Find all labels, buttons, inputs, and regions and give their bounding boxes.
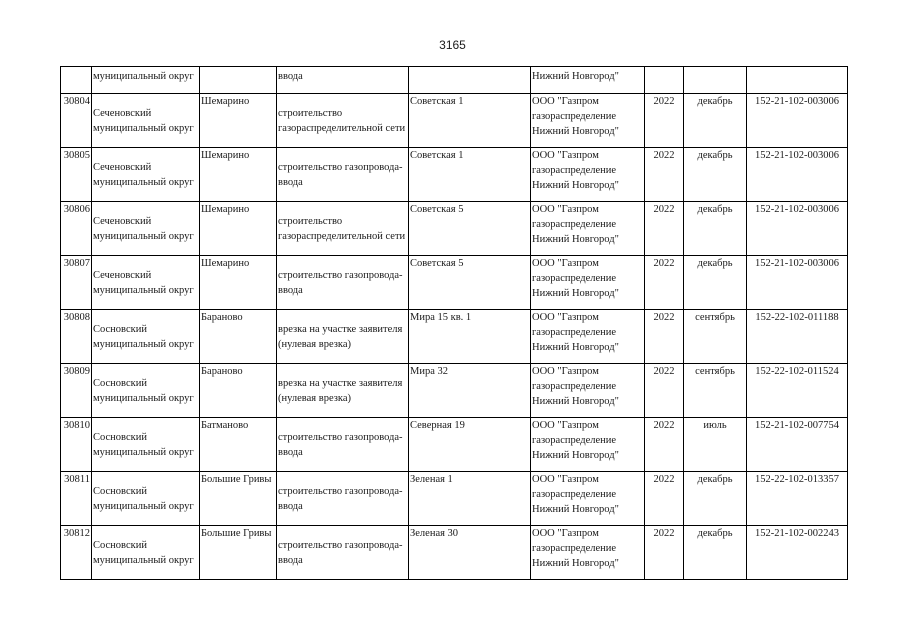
page-number: 3165 xyxy=(439,38,466,52)
cell-settlement: Шемарино xyxy=(200,256,277,310)
row-number: 30808 xyxy=(61,310,92,364)
cell-settlement: Бараново xyxy=(200,310,277,364)
org-line: Нижний Новгород" xyxy=(532,450,619,461)
cell-address: Северная 19 xyxy=(409,418,531,472)
work-line: врезка на участке заявителя xyxy=(278,378,403,389)
work-line: газораспределительной сети xyxy=(278,123,406,134)
cell-num xyxy=(61,67,92,94)
row-number: 30805 xyxy=(61,148,92,202)
work-line: строительство газопровода- xyxy=(278,162,403,173)
cell-org xyxy=(531,202,645,256)
work-line: ввода xyxy=(278,555,303,566)
org-line: Нижний Новгород" xyxy=(532,558,619,569)
work-line: строительство газопровода- xyxy=(278,540,403,551)
cell-work xyxy=(277,67,409,94)
district-line: Сосновский xyxy=(93,540,147,551)
district-line: Сосновский xyxy=(93,432,147,443)
cell-settlement xyxy=(200,67,277,94)
cell-month xyxy=(684,67,747,94)
cell-district xyxy=(92,526,200,580)
district-line: Сеченовский xyxy=(93,216,152,227)
table-row xyxy=(61,310,848,364)
work-line: газораспределительной сети xyxy=(278,231,406,242)
cell-month: декабрь xyxy=(684,202,747,256)
cell-org xyxy=(531,67,645,94)
district-line: Сеченовский xyxy=(93,162,152,173)
cell-code: 152-22-102-011524 xyxy=(747,364,848,418)
cell-month: июль xyxy=(684,418,747,472)
cell-code: 152-21-102-003006 xyxy=(747,94,848,148)
district-line: Сеченовский xyxy=(93,270,152,281)
row-number: 30804 xyxy=(61,94,92,148)
org-line: ООО "Газпром xyxy=(532,420,599,431)
cell-code: 152-21-102-007754 xyxy=(747,418,848,472)
work-line: строительство газопровода- xyxy=(278,432,403,443)
cell-year: 2022 xyxy=(645,202,684,256)
org-text: Нижний Новгород" xyxy=(532,71,619,82)
district-line: Сеченовский xyxy=(93,108,152,119)
table-row xyxy=(61,148,848,202)
cell-address: Зеленая 1 xyxy=(409,472,531,526)
table-row xyxy=(61,94,848,148)
cell-year: 2022 xyxy=(645,94,684,148)
work-line: ввода xyxy=(278,285,303,296)
work-text: ввода xyxy=(278,71,303,82)
row-number: 30812 xyxy=(61,526,92,580)
cell-work xyxy=(277,364,409,418)
row-number: 30807 xyxy=(61,256,92,310)
work-line: строительство газопровода- xyxy=(278,486,403,497)
cell-code: 152-21-102-003006 xyxy=(747,202,848,256)
cell-district xyxy=(92,418,200,472)
gasification-table xyxy=(60,66,848,580)
cell-code: 152-21-102-002243 xyxy=(747,526,848,580)
org-line: ООО "Газпром xyxy=(532,474,599,485)
cell-work xyxy=(277,418,409,472)
cell-org xyxy=(531,256,645,310)
district-line: муниципальный округ xyxy=(93,393,194,404)
district-line: муниципальный округ xyxy=(93,501,194,512)
work-line: врезка на участке заявителя xyxy=(278,324,403,335)
table-row xyxy=(61,256,848,310)
district-line: муниципальный округ xyxy=(93,123,194,134)
org-line: газораспределение xyxy=(532,273,617,284)
cell-address: Советская 1 xyxy=(409,94,531,148)
org-line: Нижний Новгород" xyxy=(532,180,619,191)
cell-address: Зеленая 30 xyxy=(409,526,531,580)
cell-settlement: Шемарино xyxy=(200,94,277,148)
org-line: газораспределение xyxy=(532,381,617,392)
cell-month: сентябрь xyxy=(684,364,747,418)
continuation-row xyxy=(61,67,848,94)
table-row xyxy=(61,472,848,526)
cell-year xyxy=(645,67,684,94)
cell-district xyxy=(92,256,200,310)
district-line: Сосновский xyxy=(93,486,147,497)
cell-address: Советская 5 xyxy=(409,256,531,310)
cell-work xyxy=(277,472,409,526)
cell-district xyxy=(92,202,200,256)
org-line: ООО "Газпром xyxy=(532,312,599,323)
org-line: газораспределение xyxy=(532,165,617,176)
org-line: газораспределение xyxy=(532,111,617,122)
org-line: газораспределение xyxy=(532,435,617,446)
cell-settlement: Батманово xyxy=(200,418,277,472)
org-line: Нижний Новгород" xyxy=(532,234,619,245)
cell-month: сентябрь xyxy=(684,310,747,364)
cell-district xyxy=(92,310,200,364)
cell-work xyxy=(277,310,409,364)
org-line: ООО "Газпром xyxy=(532,96,599,107)
cell-work xyxy=(277,526,409,580)
cell-work xyxy=(277,256,409,310)
org-line: ООО "Газпром xyxy=(532,366,599,377)
cell-district xyxy=(92,94,200,148)
district-line: муниципальный округ xyxy=(93,231,194,242)
org-line: Нижний Новгород" xyxy=(532,396,619,407)
org-line: Нижний Новгород" xyxy=(532,504,619,515)
cell-org xyxy=(531,94,645,148)
cell-year: 2022 xyxy=(645,418,684,472)
org-line: газораспределение xyxy=(532,327,617,338)
cell-month: декабрь xyxy=(684,526,747,580)
cell-code: 152-21-102-003006 xyxy=(747,256,848,310)
org-line: Нижний Новгород" xyxy=(532,288,619,299)
table-row xyxy=(61,418,848,472)
row-number: 30810 xyxy=(61,418,92,472)
district-line: муниципальный округ xyxy=(93,339,194,350)
cell-month: декабрь xyxy=(684,472,747,526)
work-line: ввода xyxy=(278,177,303,188)
org-line: газораспределение xyxy=(532,489,617,500)
cell-org xyxy=(531,310,645,364)
org-line: Нижний Новгород" xyxy=(532,342,619,353)
cell-org xyxy=(531,418,645,472)
org-line: Нижний Новгород" xyxy=(532,126,619,137)
cell-address: Советская 5 xyxy=(409,202,531,256)
cell-year: 2022 xyxy=(645,148,684,202)
cell-district xyxy=(92,364,200,418)
cell-month: декабрь xyxy=(684,256,747,310)
table-row xyxy=(61,526,848,580)
district-line: муниципальный округ xyxy=(93,285,194,296)
cell-settlement: Шемарино xyxy=(200,148,277,202)
cell-org xyxy=(531,364,645,418)
cell-year: 2022 xyxy=(645,364,684,418)
work-line: ввода xyxy=(278,501,303,512)
row-number: 30811 xyxy=(61,472,92,526)
cell-settlement: Большие Гривы xyxy=(200,472,277,526)
cell-work xyxy=(277,202,409,256)
cell-org xyxy=(531,526,645,580)
cell-address: Советская 1 xyxy=(409,148,531,202)
work-line: ввода xyxy=(278,447,303,458)
district-line: муниципальный округ xyxy=(93,447,194,458)
cell-year: 2022 xyxy=(645,310,684,364)
cell-address xyxy=(409,67,531,94)
cell-settlement: Шемарино xyxy=(200,202,277,256)
cell-district xyxy=(92,472,200,526)
org-line: ООО "Газпром xyxy=(532,258,599,269)
cell-district xyxy=(92,148,200,202)
cell-month: декабрь xyxy=(684,94,747,148)
cell-district xyxy=(92,67,200,94)
cell-year: 2022 xyxy=(645,526,684,580)
cell-settlement: Бараново xyxy=(200,364,277,418)
work-line: строительство газопровода- xyxy=(278,270,403,281)
row-number: 30806 xyxy=(61,202,92,256)
cell-month: декабрь xyxy=(684,148,747,202)
cell-settlement: Большие Гривы xyxy=(200,526,277,580)
district-line: Сосновский xyxy=(93,378,147,389)
work-line: (нулевая врезка) xyxy=(278,339,351,350)
district-line: муниципальный округ xyxy=(93,177,194,188)
cell-year: 2022 xyxy=(645,472,684,526)
cell-address: Мира 32 xyxy=(409,364,531,418)
work-line: (нулевая врезка) xyxy=(278,393,351,404)
district-text: муниципальный округ xyxy=(93,71,194,82)
row-number: 30809 xyxy=(61,364,92,418)
cell-code: 152-22-102-013357 xyxy=(747,472,848,526)
cell-code: 152-21-102-003006 xyxy=(747,148,848,202)
cell-org xyxy=(531,472,645,526)
org-line: газораспределение xyxy=(532,219,617,230)
work-line: строительство xyxy=(278,108,343,119)
work-line: строительство xyxy=(278,216,343,227)
district-line: муниципальный округ xyxy=(93,555,194,566)
org-line: ООО "Газпром xyxy=(532,150,599,161)
cell-work xyxy=(277,148,409,202)
table-row xyxy=(61,202,848,256)
org-line: газораспределение xyxy=(532,543,617,554)
org-line: ООО "Газпром xyxy=(532,204,599,215)
cell-address: Мира 15 кв. 1 xyxy=(409,310,531,364)
district-line: Сосновский xyxy=(93,324,147,335)
cell-org xyxy=(531,148,645,202)
cell-code xyxy=(747,67,848,94)
cell-work xyxy=(277,94,409,148)
org-line: ООО "Газпром xyxy=(532,528,599,539)
cell-year: 2022 xyxy=(645,256,684,310)
table-row xyxy=(61,364,848,418)
cell-code: 152-22-102-011188 xyxy=(747,310,848,364)
